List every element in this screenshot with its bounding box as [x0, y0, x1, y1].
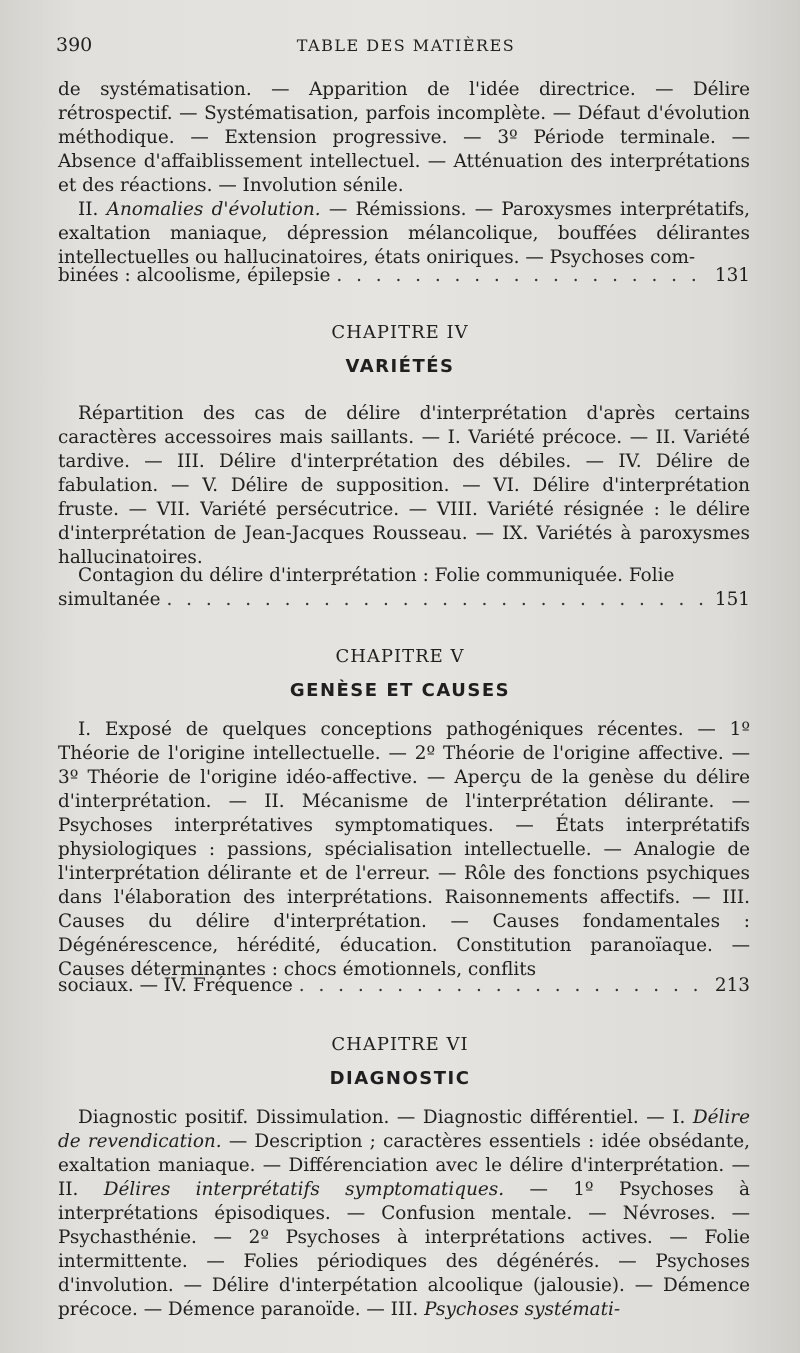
page-header: [56, 34, 756, 64]
chapter-v-paragraph-text: I. Exposé de quelques conceptions pathogéniques récentes. — 1º Théorie de l'origine intellectuelle. — 2º Théorie de l'origine affective. — 3º Théorie de l'origine idéo-affective. — Aperçu de la genèse du délire d'interprétation. — II. Mécanisme de l'interprétation délirante. — Psychoses interprétatives symptomatiques. — États interprétatifs physiologiques : passions, spécialisation intellectuelle. — Analogie de l'interprétation délirante et de l'erreur. — Rôle des fonctions psychiques dans l'élaboration des interprétations. Raisonnements affectifs. — III. Causes du délire d'interprétation. — Causes fondamentales : Dégénérescence, hérédité, éducation. Constitution paranoïaque. — Causes déterminantes : chocs émotionnels, conflits: [58, 719, 750, 980]
toc-leader-dots: [299, 974, 709, 998]
chapter-vi-italic-b: Délire de revendication.: [58, 1107, 750, 1152]
chapter-vi-paragraph: [58, 1106, 750, 1322]
chapter-iv-paragraph-text: Répartition des cas de délire d'interprétation d'après certains caractères accessoires mais saillants. — I. Variété précoce. — II. Variété tardive. — III. Délire d'interprétation des débiles. — IV. Délire de fabulation. — V. Délire de supposition. — VI. Délire d'interprétation fruste. — VII. Variété persécutrice. — VIII. Variété résignée : le délire d'interprétation de Jean-Jacques Rousseau. — IX. Variétés à paroxysmes hallucinatoires.: [58, 403, 750, 568]
section-paragraph: [58, 78, 750, 198]
toc-page-number: 213: [714, 975, 750, 996]
toc-page-number: 151: [714, 589, 750, 610]
chapter-vi-title: DIAGNOSTIC: [329, 1068, 471, 1089]
anomalies-body: — Rémissions. — Paroxysmes interprétatifs, exaltation maniaque, dépression mélancolique, bouffées délirantes intellectuelles ou hallucinatoires, états oniriques. — Psychoses com-: [58, 199, 750, 268]
chapter-iv-contagion-text: Contagion du délire d'interprétation : Folie communiquée. Folie: [78, 565, 675, 586]
chapter-iv-paragraph: [58, 402, 750, 570]
chapter-vi-italic-d: Psychoses systémati-: [424, 1299, 621, 1320]
toc-entry-text: binées : alcoolisme, épilepsie: [58, 265, 331, 286]
section-paragraph-text: de systématisation. — Apparition de l'idée directrice. — Délire rétrospectif. — Systématisation, parfois incomplète. — Défaut d'évolution méthodique. — Extension progressive. — 3º Période terminale. — Absence d'affaiblissement intellectuel. — Atténuation des interprétations et des réactions. — Involution sénile.: [58, 79, 750, 196]
anomalies-prefix: II.: [78, 199, 99, 220]
chapter-iv-contagion: [58, 564, 750, 588]
chapter-iv-title: VARIÉTÉS: [345, 356, 455, 377]
chapter-vi-italic-c: Délires interprétatifs symptomatiques.: [103, 1179, 505, 1200]
toc-entry-section-iii: [58, 264, 750, 288]
chapter-vi-text-b: — Description ; caractères essentiels : idée obsédante, exaltation maniaque. — Différenciation avec le délire d'interprétation. — II.: [58, 1131, 750, 1200]
running-title: TABLE DES MATIÈRES: [296, 36, 516, 55]
anomalies-paragraph: [58, 198, 750, 270]
chapter-vi-text-a: Diagnostic positif. Dissimulation. — Diagnostic différentiel. — I.: [78, 1107, 686, 1128]
toc-leader-dots: [336, 264, 709, 288]
page-number: 390: [56, 34, 93, 56]
chapter-v-label: CHAPITRE V: [335, 646, 465, 667]
toc-entry-chapter-iv: [58, 588, 750, 612]
toc-page-number: 131: [714, 265, 750, 286]
chapter-v-title: GENÈSE ET CAUSES: [289, 680, 511, 701]
chapter-vi-text-c: — 1º Psychoses à interprétations épisodiques. — Confusion mentale. — Névroses. — Psychasthénie. — 2º Psychoses à interprétations actives. — Folie intermittente. — Folies périodiques des dégénérés. — Psychoses d'involution. — Délire d'interpétation alcoolique (jalousie). — Démence précoce. — Démence paranoïde. — III.: [58, 1179, 750, 1320]
toc-entry-text: sociaux. — IV. Fréquence: [58, 975, 293, 996]
chapter-v-paragraph: [58, 718, 750, 980]
chapter-iv-label: CHAPITRE IV: [331, 322, 469, 343]
toc-entry-chapter-v: [58, 974, 750, 998]
toc-leader-dots: [166, 588, 708, 612]
toc-entry-text: simultanée: [58, 589, 161, 610]
chapter-vi-label: CHAPITRE VI: [331, 1034, 469, 1055]
anomalies-italic: Anomalies d'évolution.: [106, 199, 321, 220]
